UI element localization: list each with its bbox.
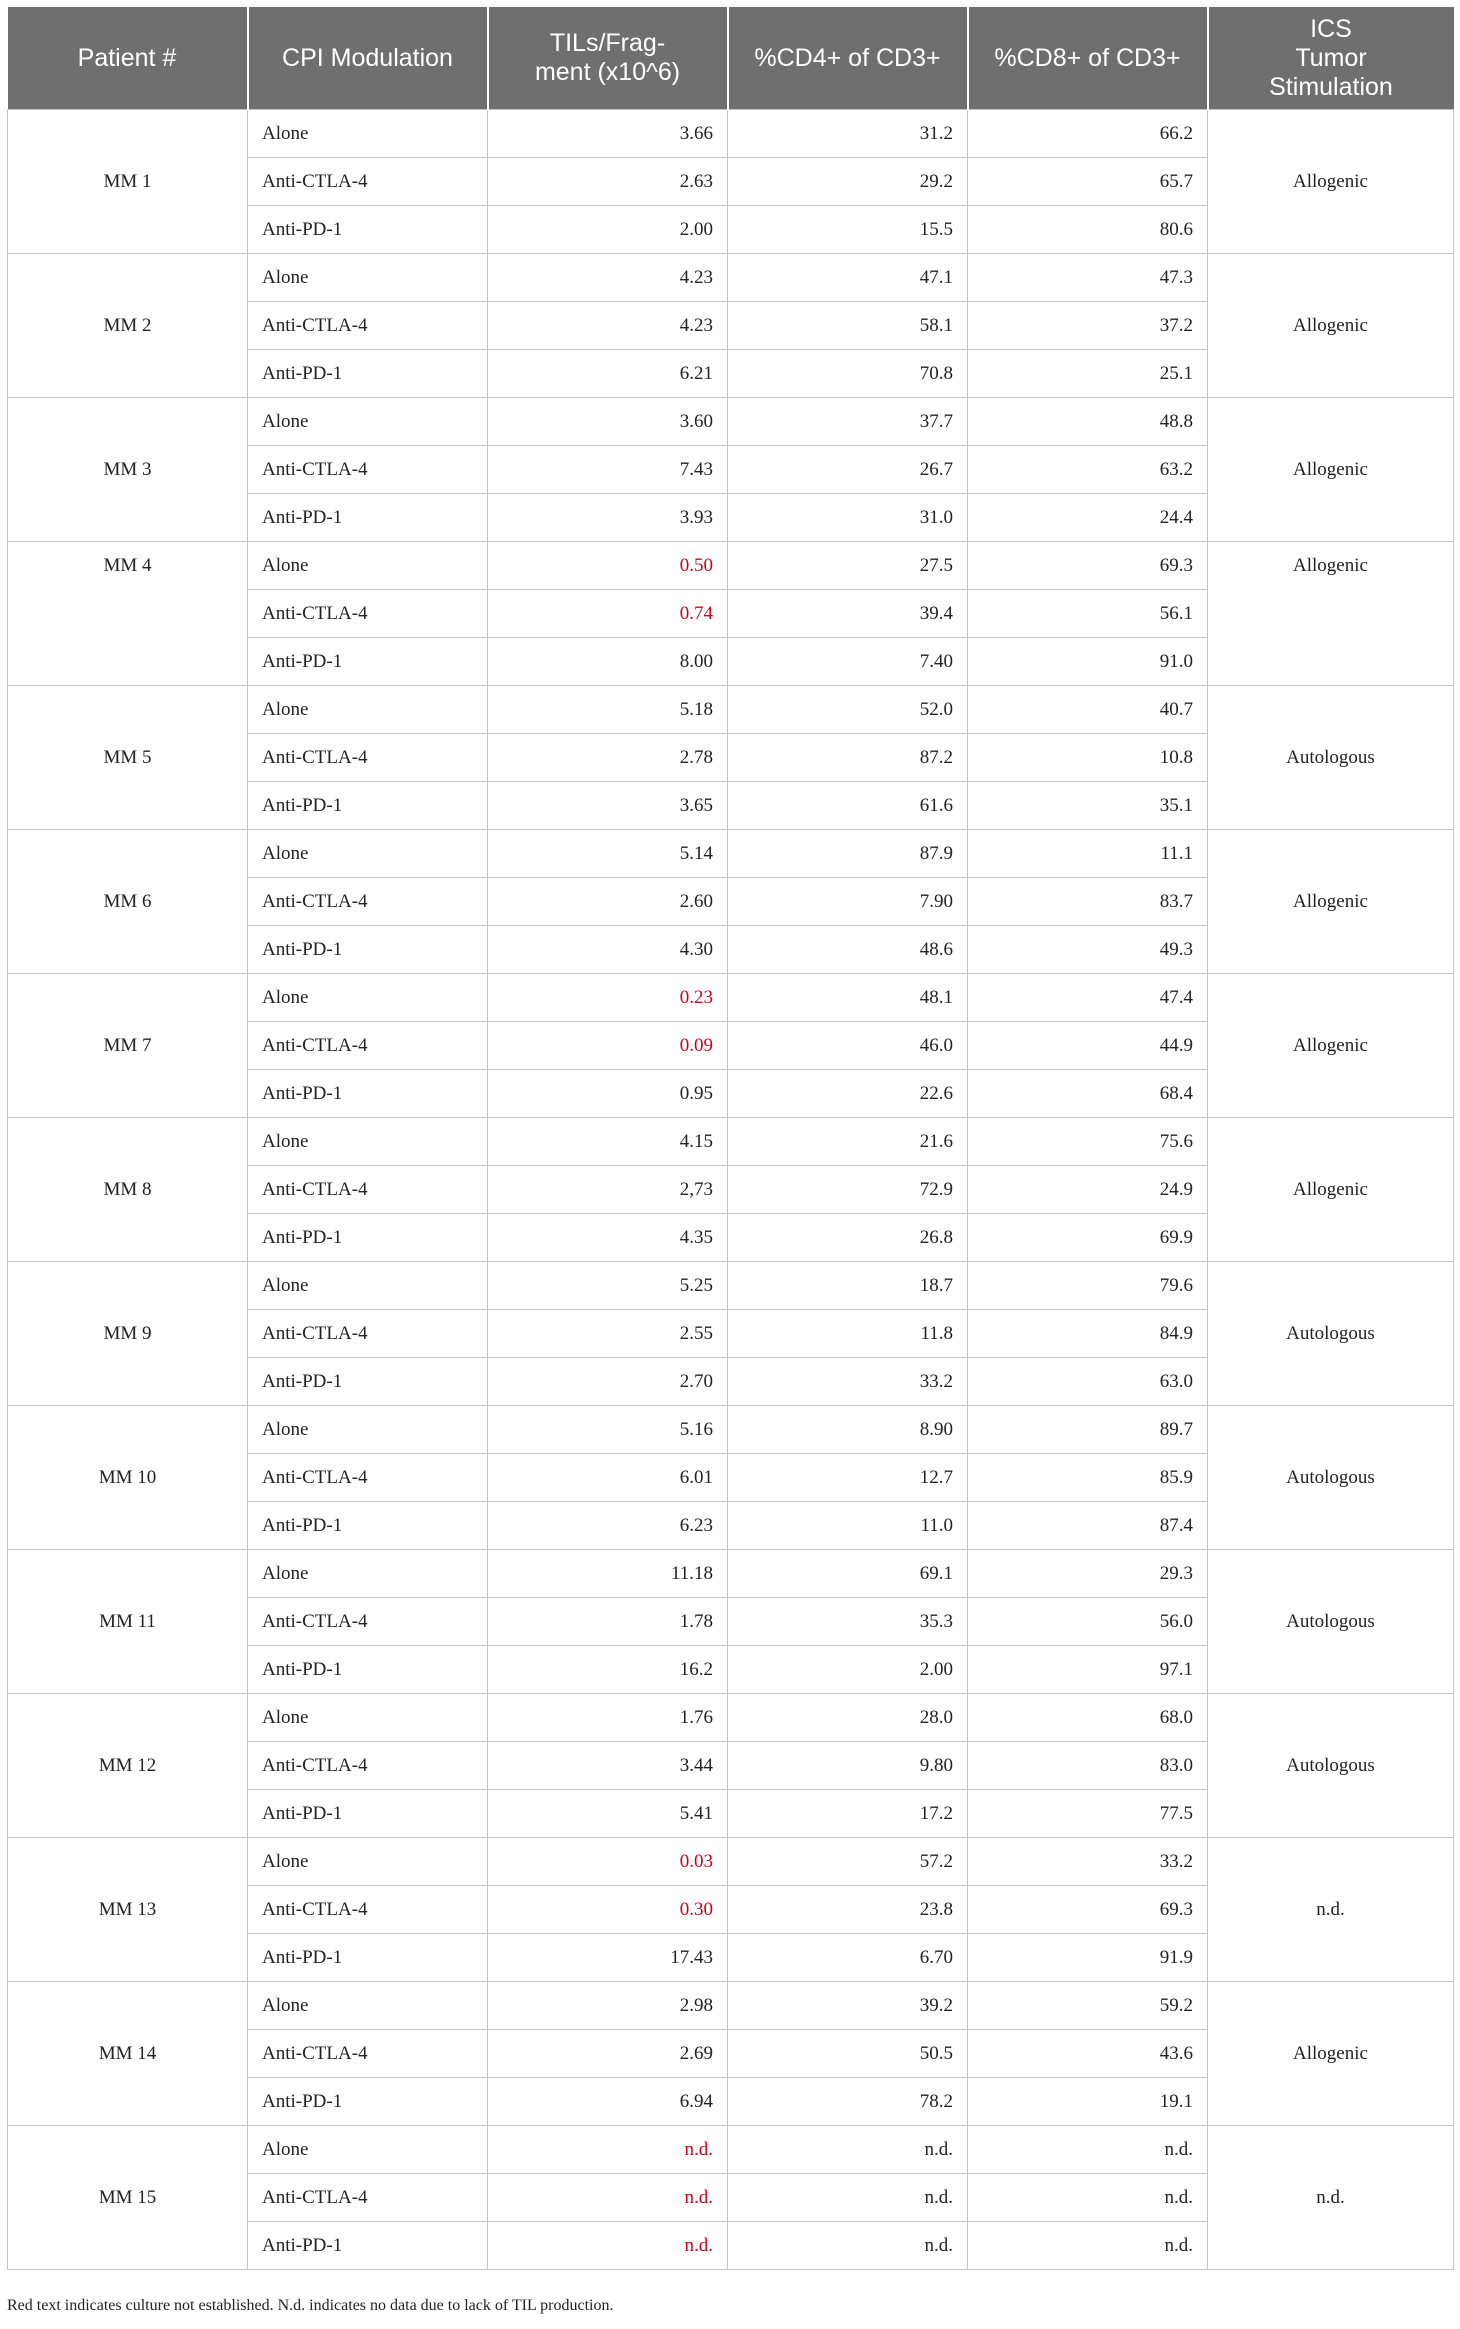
cd4-cell: 61.6 — [728, 782, 968, 830]
table-row — [8, 398, 1454, 446]
tils-cell: 1.78 — [488, 1598, 728, 1646]
cd4-cell: 29.2 — [728, 158, 968, 206]
cpi-modulation-cell: Alone — [248, 542, 488, 590]
cd8-cell: 84.9 — [968, 1310, 1208, 1358]
patient-id-cell: MM 3 — [8, 398, 248, 542]
tils-cell: 16.2 — [488, 1646, 728, 1694]
tils-cell: 2.78 — [488, 734, 728, 782]
cpi-modulation-cell: Alone — [248, 974, 488, 1022]
patient-id-cell: MM 2 — [8, 254, 248, 398]
cd8-cell: 24.4 — [968, 494, 1208, 542]
stimulation-cell: Allogenic — [1208, 974, 1454, 1118]
header-cd8: %CD8+ of CD3+ — [968, 7, 1208, 110]
stimulation-cell: Allogenic — [1208, 110, 1454, 254]
cpi-modulation-cell: Anti-PD-1 — [248, 2222, 488, 2270]
cd4-cell: 78.2 — [728, 2078, 968, 2126]
cd8-cell: 59.2 — [968, 1982, 1208, 2030]
cpi-modulation-cell: Anti-PD-1 — [248, 1934, 488, 1982]
tils-cell: 3.60 — [488, 398, 728, 446]
tils-cell: 5.16 — [488, 1406, 728, 1454]
tils-cell: n.d. — [488, 2126, 728, 2174]
stimulation-cell: Allogenic — [1208, 1982, 1454, 2126]
cpi-modulation-cell: Anti-CTLA-4 — [248, 1742, 488, 1790]
stimulation-cell: Allogenic — [1208, 542, 1454, 686]
cd8-cell: 69.3 — [968, 542, 1208, 590]
stimulation-cell: Autologous — [1208, 1550, 1454, 1694]
cd4-cell: 9.80 — [728, 1742, 968, 1790]
patient-id-cell: MM 7 — [8, 974, 248, 1118]
cd4-cell: n.d. — [728, 2174, 968, 2222]
cd8-cell: 10.8 — [968, 734, 1208, 782]
cd4-cell: 57.2 — [728, 1838, 968, 1886]
cd4-cell: n.d. — [728, 2222, 968, 2270]
cd8-cell: 63.0 — [968, 1358, 1208, 1406]
table-row — [8, 1550, 1454, 1598]
cpi-modulation-cell: Anti-CTLA-4 — [248, 2174, 488, 2222]
table-row — [8, 974, 1454, 1022]
cd8-cell: 69.3 — [968, 1886, 1208, 1934]
tils-cell: 5.14 — [488, 830, 728, 878]
cd8-cell: 83.0 — [968, 1742, 1208, 1790]
patient-id-cell: MM 1 — [8, 110, 248, 254]
cd4-cell: 72.9 — [728, 1166, 968, 1214]
cd4-cell: 27.5 — [728, 542, 968, 590]
cd4-cell: 58.1 — [728, 302, 968, 350]
cd4-cell: 47.1 — [728, 254, 968, 302]
tils-cell: 0.74 — [488, 590, 728, 638]
header-cpi-modulation: CPI Modulation — [248, 7, 488, 110]
cd4-cell: 22.6 — [728, 1070, 968, 1118]
tils-cell: 2.63 — [488, 158, 728, 206]
tils-cell: 3.44 — [488, 1742, 728, 1790]
cpi-modulation-cell: Alone — [248, 398, 488, 446]
cpi-modulation-cell: Alone — [248, 2126, 488, 2174]
cd4-cell: 7.40 — [728, 638, 968, 686]
cpi-modulation-cell: Anti-CTLA-4 — [248, 158, 488, 206]
tils-cell: 6.23 — [488, 1502, 728, 1550]
cd4-cell: 50.5 — [728, 2030, 968, 2078]
tils-cell: 4.35 — [488, 1214, 728, 1262]
cpi-modulation-cell: Anti-CTLA-4 — [248, 878, 488, 926]
cd4-cell: 70.8 — [728, 350, 968, 398]
cd8-cell: 24.9 — [968, 1166, 1208, 1214]
tils-cell: 0.50 — [488, 542, 728, 590]
cd4-cell: 69.1 — [728, 1550, 968, 1598]
cd8-cell: 91.9 — [968, 1934, 1208, 1982]
cpi-modulation-cell: Anti-PD-1 — [248, 926, 488, 974]
cd8-cell: n.d. — [968, 2174, 1208, 2222]
cpi-modulation-cell: Anti-PD-1 — [248, 1502, 488, 1550]
header-tils-per-fragment: TILs/Frag- ment (x10^6) — [488, 7, 728, 110]
tils-cell: 4.15 — [488, 1118, 728, 1166]
cpi-modulation-cell: Anti-CTLA-4 — [248, 1598, 488, 1646]
cd8-cell: 25.1 — [968, 350, 1208, 398]
header-cd4: %CD4+ of CD3+ — [728, 7, 968, 110]
cd8-cell: 91.0 — [968, 638, 1208, 686]
cd4-cell: 18.7 — [728, 1262, 968, 1310]
table-row — [8, 1838, 1454, 1886]
cd8-cell: 47.3 — [968, 254, 1208, 302]
cd4-cell: 37.7 — [728, 398, 968, 446]
cd4-cell: 87.9 — [728, 830, 968, 878]
cd8-cell: 79.6 — [968, 1262, 1208, 1310]
table-row — [8, 110, 1454, 158]
tils-cell: 0.09 — [488, 1022, 728, 1070]
stimulation-cell: Allogenic — [1208, 1118, 1454, 1262]
table-row — [8, 830, 1454, 878]
cd8-cell: 37.2 — [968, 302, 1208, 350]
cpi-modulation-cell: Anti-PD-1 — [248, 2078, 488, 2126]
cd8-cell: 85.9 — [968, 1454, 1208, 1502]
cpi-modulation-cell: Alone — [248, 1982, 488, 2030]
stimulation-cell: Allogenic — [1208, 830, 1454, 974]
tils-cell: 6.94 — [488, 2078, 728, 2126]
cpi-modulation-cell: Anti-CTLA-4 — [248, 302, 488, 350]
table-row — [8, 2126, 1454, 2174]
tils-cell: 17.43 — [488, 1934, 728, 1982]
table-row — [8, 1982, 1454, 2030]
cd8-cell: 65.7 — [968, 158, 1208, 206]
cd8-cell: 63.2 — [968, 446, 1208, 494]
cpi-modulation-cell: Alone — [248, 1406, 488, 1454]
cd4-cell: 48.6 — [728, 926, 968, 974]
stimulation-cell: n.d. — [1208, 2126, 1454, 2270]
cd8-cell: 66.2 — [968, 110, 1208, 158]
tils-cell: 5.41 — [488, 1790, 728, 1838]
cpi-modulation-cell: Anti-PD-1 — [248, 350, 488, 398]
cd4-cell: 12.7 — [728, 1454, 968, 1502]
cpi-modulation-cell: Anti-PD-1 — [248, 638, 488, 686]
patient-id-cell: MM 4 — [8, 542, 248, 686]
tils-cell: 0.95 — [488, 1070, 728, 1118]
cd4-cell: 87.2 — [728, 734, 968, 782]
cd8-cell: 19.1 — [968, 2078, 1208, 2126]
cpi-modulation-cell: Alone — [248, 110, 488, 158]
tils-cell: 2.60 — [488, 878, 728, 926]
cd4-cell: 31.2 — [728, 110, 968, 158]
tils-cell: n.d. — [488, 2174, 728, 2222]
cd8-cell: 47.4 — [968, 974, 1208, 1022]
cd8-cell: 87.4 — [968, 1502, 1208, 1550]
table-row — [8, 1118, 1454, 1166]
cd8-cell: n.d. — [968, 2222, 1208, 2270]
cd4-cell: 31.0 — [728, 494, 968, 542]
cd8-cell: 56.0 — [968, 1598, 1208, 1646]
cpi-modulation-cell: Anti-PD-1 — [248, 206, 488, 254]
tils-cell: 4.30 — [488, 926, 728, 974]
patient-id-cell: MM 13 — [8, 1838, 248, 1982]
tils-cell: 3.65 — [488, 782, 728, 830]
cd4-cell: 2.00 — [728, 1646, 968, 1694]
header-patient: Patient # — [8, 7, 248, 110]
cd8-cell: 44.9 — [968, 1022, 1208, 1070]
cd8-cell: 11.1 — [968, 830, 1208, 878]
cpi-modulation-cell: Anti-PD-1 — [248, 1646, 488, 1694]
cd8-cell: n.d. — [968, 2126, 1208, 2174]
cpi-modulation-cell: Anti-PD-1 — [248, 494, 488, 542]
stimulation-cell: Allogenic — [1208, 398, 1454, 542]
tils-cell: 0.03 — [488, 1838, 728, 1886]
patient-id-cell: MM 9 — [8, 1262, 248, 1406]
cd8-cell: 43.6 — [968, 2030, 1208, 2078]
tils-cell: 3.66 — [488, 110, 728, 158]
cd8-cell: 77.5 — [968, 1790, 1208, 1838]
cpi-modulation-cell: Alone — [248, 686, 488, 734]
cd4-cell: 46.0 — [728, 1022, 968, 1070]
cd4-cell: 52.0 — [728, 686, 968, 734]
cd8-cell: 33.2 — [968, 1838, 1208, 1886]
cd8-cell: 68.0 — [968, 1694, 1208, 1742]
cd8-cell: 49.3 — [968, 926, 1208, 974]
cpi-modulation-cell: Alone — [248, 254, 488, 302]
cpi-modulation-cell: Anti-CTLA-4 — [248, 1886, 488, 1934]
cpi-modulation-cell: Anti-PD-1 — [248, 782, 488, 830]
cd4-cell: 33.2 — [728, 1358, 968, 1406]
patient-id-cell: MM 8 — [8, 1118, 248, 1262]
cpi-modulation-cell: Alone — [248, 1838, 488, 1886]
tils-cell: 2.70 — [488, 1358, 728, 1406]
cd8-cell: 35.1 — [968, 782, 1208, 830]
tils-cell: 7.43 — [488, 446, 728, 494]
cd8-cell: 97.1 — [968, 1646, 1208, 1694]
table-row — [8, 1406, 1454, 1454]
cd8-cell: 48.8 — [968, 398, 1208, 446]
cd8-cell: 68.4 — [968, 1070, 1208, 1118]
cd8-cell: 29.3 — [968, 1550, 1208, 1598]
header-row — [8, 7, 1454, 110]
tils-cell: 0.23 — [488, 974, 728, 1022]
cpi-modulation-cell: Anti-CTLA-4 — [248, 1310, 488, 1358]
tils-cell: 6.21 — [488, 350, 728, 398]
cpi-modulation-cell: Anti-CTLA-4 — [248, 1022, 488, 1070]
cd4-cell: 7.90 — [728, 878, 968, 926]
table-footnote: Red text indicates culture not established. N.d. indicates no data due to lack of TIL production. — [7, 2297, 614, 2314]
cd8-cell: 69.9 — [968, 1214, 1208, 1262]
cpi-modulation-cell: Anti-CTLA-4 — [248, 446, 488, 494]
tils-cell: 2.00 — [488, 206, 728, 254]
cd8-cell: 56.1 — [968, 590, 1208, 638]
table-row — [8, 1262, 1454, 1310]
cpi-modulation-cell: Anti-CTLA-4 — [248, 1454, 488, 1502]
cd8-cell: 80.6 — [968, 206, 1208, 254]
tils-cell: 11.18 — [488, 1550, 728, 1598]
cpi-modulation-cell: Alone — [248, 1550, 488, 1598]
tils-cell: 6.01 — [488, 1454, 728, 1502]
table-row — [8, 542, 1454, 590]
patient-id-cell: MM 10 — [8, 1406, 248, 1550]
cd8-cell: 40.7 — [968, 686, 1208, 734]
tils-cell: 2,73 — [488, 1166, 728, 1214]
cd4-cell: 11.0 — [728, 1502, 968, 1550]
cd4-cell: 48.1 — [728, 974, 968, 1022]
tils-cell: 3.93 — [488, 494, 728, 542]
cd4-cell: 11.8 — [728, 1310, 968, 1358]
cd4-cell: 26.8 — [728, 1214, 968, 1262]
tils-cell: 0.30 — [488, 1886, 728, 1934]
cd4-cell: 28.0 — [728, 1694, 968, 1742]
tils-cell: 4.23 — [488, 254, 728, 302]
table-row — [8, 254, 1454, 302]
cd8-cell: 89.7 — [968, 1406, 1208, 1454]
tils-cell: 4.23 — [488, 302, 728, 350]
stimulation-cell: Autologous — [1208, 1262, 1454, 1406]
cpi-modulation-cell: Anti-PD-1 — [248, 1358, 488, 1406]
tils-cell: 5.25 — [488, 1262, 728, 1310]
cd4-cell: 6.70 — [728, 1934, 968, 1982]
cd4-cell: 26.7 — [728, 446, 968, 494]
cd4-cell: 39.4 — [728, 590, 968, 638]
stimulation-cell: Allogenic — [1208, 254, 1454, 398]
tils-cell: 2.55 — [488, 1310, 728, 1358]
patient-id-cell: MM 6 — [8, 830, 248, 974]
table-body — [8, 110, 1454, 2270]
cpi-modulation-cell: Anti-PD-1 — [248, 1790, 488, 1838]
cpi-modulation-cell: Alone — [248, 1118, 488, 1166]
cd8-cell: 75.6 — [968, 1118, 1208, 1166]
cpi-modulation-cell: Anti-PD-1 — [248, 1214, 488, 1262]
tils-cell: 5.18 — [488, 686, 728, 734]
cd8-cell: 83.7 — [968, 878, 1208, 926]
cpi-modulation-cell: Alone — [248, 1694, 488, 1742]
tils-cell: 2.69 — [488, 2030, 728, 2078]
cpi-modulation-cell: Anti-PD-1 — [248, 1070, 488, 1118]
stimulation-cell: Autologous — [1208, 686, 1454, 830]
cpi-modulation-cell: Anti-CTLA-4 — [248, 734, 488, 782]
cd4-cell: 15.5 — [728, 206, 968, 254]
cd4-cell: 21.6 — [728, 1118, 968, 1166]
cpi-modulation-cell: Anti-CTLA-4 — [248, 2030, 488, 2078]
patient-id-cell: MM 11 — [8, 1550, 248, 1694]
patient-id-cell: MM 15 — [8, 2126, 248, 2270]
data-table — [7, 7, 1454, 2270]
table-row — [8, 686, 1454, 734]
cd4-cell: 23.8 — [728, 1886, 968, 1934]
stimulation-cell: n.d. — [1208, 1838, 1454, 1982]
patient-id-cell: MM 12 — [8, 1694, 248, 1838]
stimulation-cell: Autologous — [1208, 1406, 1454, 1550]
cd4-cell: 39.2 — [728, 1982, 968, 2030]
cd4-cell: 35.3 — [728, 1598, 968, 1646]
tils-cell: 1.76 — [488, 1694, 728, 1742]
cpi-modulation-cell: Alone — [248, 830, 488, 878]
cd4-cell: 8.90 — [728, 1406, 968, 1454]
tils-cell: n.d. — [488, 2222, 728, 2270]
patient-id-cell: MM 5 — [8, 686, 248, 830]
header-ics-tumor-stimulation: ICS Tumor Stimulation — [1208, 7, 1454, 110]
cpi-modulation-cell: Anti-CTLA-4 — [248, 1166, 488, 1214]
cpi-modulation-cell: Alone — [248, 1262, 488, 1310]
table-row — [8, 1694, 1454, 1742]
patient-id-cell: MM 14 — [8, 1982, 248, 2126]
cd4-cell: n.d. — [728, 2126, 968, 2174]
tils-cell: 8.00 — [488, 638, 728, 686]
cd4-cell: 17.2 — [728, 1790, 968, 1838]
stimulation-cell: Autologous — [1208, 1694, 1454, 1838]
tils-cell: 2.98 — [488, 1982, 728, 2030]
cpi-modulation-cell: Anti-CTLA-4 — [248, 590, 488, 638]
